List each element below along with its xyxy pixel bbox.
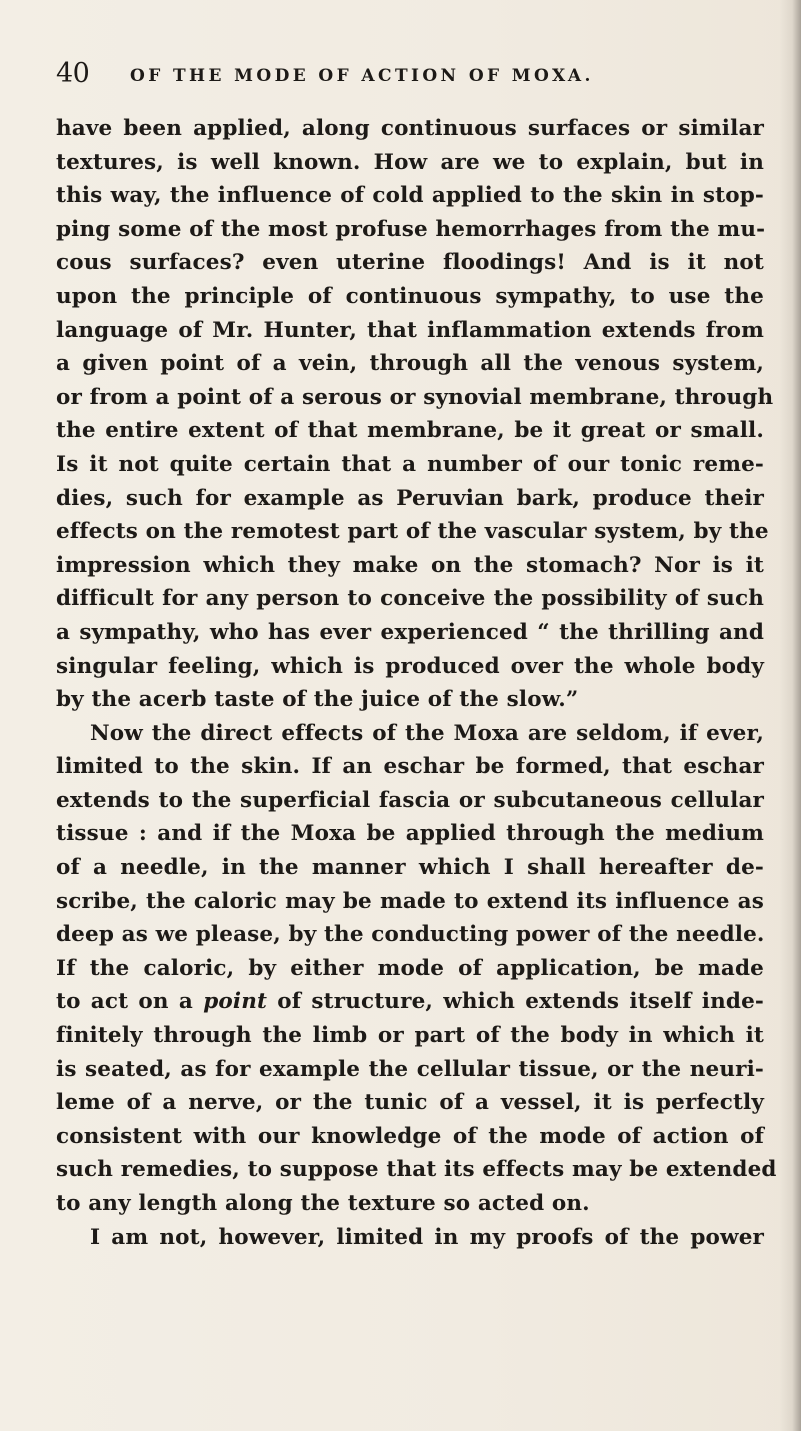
text-line: extends to the superficial fascia or subcutaneous cellular — [56, 787, 764, 813]
running-head — [56, 58, 756, 94]
text-line: language of Mr. Hunter, that inflammation extends from — [56, 317, 764, 343]
text-line-paragraph-start: I am not, however, limited in my proofs of the power — [90, 1224, 764, 1250]
italic-word: point — [203, 989, 268, 1015]
text-line: Is it not quite certain that a number of our tonic reme- — [56, 451, 764, 477]
text-line: cous surfaces? even uterine floodings! And is it not — [56, 250, 764, 276]
text-line-with-italic — [56, 985, 764, 1019]
text-line: limited to the skin. If an eschar be formed, that eschar — [56, 754, 764, 780]
text-line: dies, such for example as Peruvian bark, produce their — [56, 485, 764, 511]
text-line: If the caloric, by either mode of application, be made — [56, 955, 764, 981]
text-line: have been applied, along continuous surfaces or similar — [56, 116, 764, 141]
text-line: is seated, as for example the cellular tissue, or the neuri- — [56, 1056, 764, 1082]
text-line: tissue : and if the Moxa be applied through the medium — [56, 821, 764, 847]
text-line: difficult for any person to conceive the possibility of such — [56, 586, 764, 612]
running-head-title: OF THE MODE OF ACTION OF MOXA. — [130, 66, 594, 86]
text-line: ping some of the most profuse hemorrhages from the mu- — [56, 216, 766, 242]
page-number: 40 — [56, 58, 90, 89]
text-line: effects on the remotest part of the vascular system, by the — [56, 519, 769, 545]
page-edge-shadow — [779, 0, 801, 1431]
text-line: or from a point of a serous or synovial membrane, through — [56, 384, 774, 410]
text-fragment: to act on a — [56, 989, 204, 1015]
text-line: scribe, the caloric may be made to extend its influence as — [56, 888, 764, 914]
body-text — [56, 112, 777, 1254]
text-line: consistent with our knowledge of the mode of action of — [56, 1123, 764, 1149]
text-line: this way, the influence of cold applied to the skin in stop- — [56, 183, 764, 209]
text-line: finitely through the limb or part of the body in which it — [56, 1023, 764, 1049]
text-line: deep as we please, by the conducting power of the needle. — [56, 922, 765, 948]
text-line: leme of a nerve, or the tunic of a vessel, it is perfectly — [56, 1090, 764, 1116]
text-line: such remedies, to suppose that its effects may be extended — [56, 1157, 777, 1183]
text-line-paragraph-end: by the acerb taste of the juice of the slow.” — [56, 687, 579, 713]
text-line: a sympathy, who has ever experienced “ the thrilling and — [56, 619, 764, 645]
text-line: singular feeling, which is produced over the whole body — [56, 653, 764, 679]
text-line: textures, is well known. How are we to explain, but in — [56, 149, 764, 175]
text-line: impression which they make on the stomach? Nor is it — [56, 552, 764, 578]
text-line-paragraph-end: to any length along the texture so acted on. — [56, 1191, 590, 1216]
text-line: the entire extent of that membrane, be it great or small. — [56, 418, 764, 444]
text-line: a given point of a vein, through all the venous system, — [56, 351, 764, 377]
text-line: upon the principle of continuous sympathy, to use the — [56, 283, 764, 309]
text-fragment: of structure, which extends itself inde- — [267, 989, 764, 1015]
text-line-paragraph-start: Now the direct effects of the Moxa are seldom, if ever, — [90, 720, 764, 746]
text-line: of a needle, in the manner which I shall hereafter de- — [56, 855, 764, 881]
